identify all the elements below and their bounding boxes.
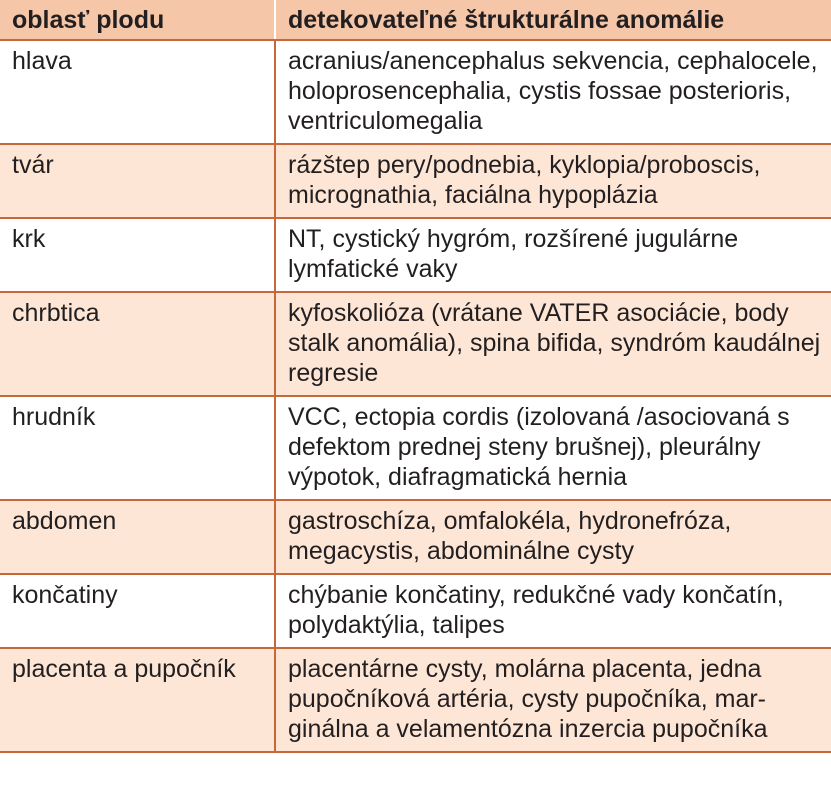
header-structural-anomalies: detekovateľné štrukturálne anomálie	[275, 0, 831, 40]
header-fetal-region: oblasť plodu	[0, 0, 275, 40]
anomalies-cell: chýbanie končatiny, redukčné vady končatín, polydaktýlia, talipes	[275, 574, 831, 648]
region-cell: krk	[0, 218, 275, 292]
table-row	[0, 396, 831, 500]
table-row	[0, 500, 831, 574]
header-row	[0, 0, 831, 40]
anomalies-cell: kyfoskolióza (vrátane VATER asociácie, body stalk anomália), spina bifida, syndróm kaudálnej regresie	[275, 292, 831, 396]
region-cell: hrudník	[0, 396, 275, 500]
anomalies-cell: acranius/anencephalus sekvencia, cephalocele, holoprosencephalia, cystis fossae posterioris, ventriculomegalia	[275, 40, 831, 144]
anomalies-cell: placentárne cysty, molárna placenta, jedna pupočníková artéria, cysty pupočníka, mar-ginálna a velamentózna inzercia pupočníka	[275, 648, 831, 752]
region-cell: abdomen	[0, 500, 275, 574]
table-row	[0, 218, 831, 292]
region-cell: placenta a pupočník	[0, 648, 275, 752]
table-row	[0, 40, 831, 144]
table-row	[0, 574, 831, 648]
anomalies-cell: rázštep pery/podnebia, kyklopia/proboscis, micrognathia, faciálna hypoplázia	[275, 144, 831, 218]
table-body	[0, 40, 831, 752]
anomalies-cell: NT, cystický hygróm, rozšírené jugulárne lymfatické vaky	[275, 218, 831, 292]
region-cell: tvár	[0, 144, 275, 218]
region-cell: chrbtica	[0, 292, 275, 396]
table-row	[0, 648, 831, 752]
anomalies-cell: VCC, ectopia cordis (izolovaná /asociovaná s defektom prednej steny brušnej), pleurálny výpotok, diafragmatická hernia	[275, 396, 831, 500]
table-header	[0, 0, 831, 40]
region-cell: hlava	[0, 40, 275, 144]
table-row	[0, 292, 831, 396]
table-row	[0, 144, 831, 218]
anomalies-cell: gastroschíza, omfalokéla, hydronefróza, megacystis, abdominálne cysty	[275, 500, 831, 574]
region-cell: končatiny	[0, 574, 275, 648]
